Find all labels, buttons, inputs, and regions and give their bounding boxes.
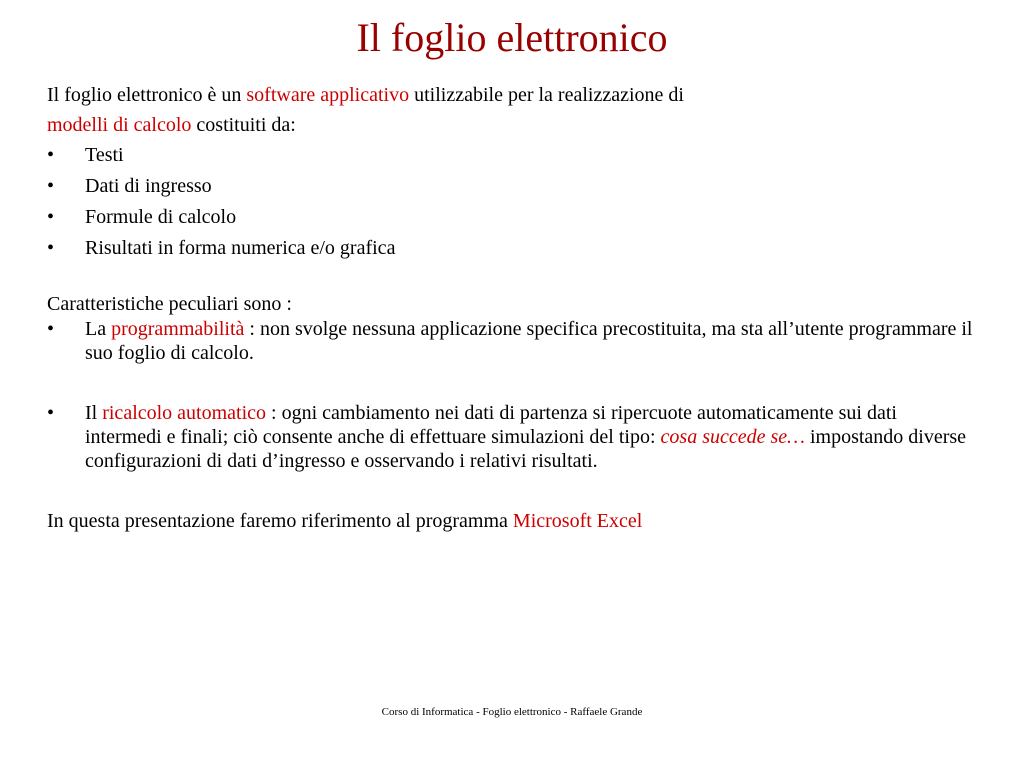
outro-highlight-excel: Microsoft Excel — [512, 510, 643, 532]
feature-highlight-programmabilita: programmabilità — [111, 318, 245, 340]
feature-pre: Il — [85, 402, 103, 424]
intro-text-3: costituiti da: — [191, 114, 296, 136]
list-item — [47, 233, 977, 264]
bullet-icon: • — [47, 144, 55, 166]
bullet-icon: • — [47, 175, 55, 197]
intro-text-1: Il foglio elettronico è un — [47, 84, 247, 106]
feature-pre: La — [85, 318, 112, 340]
bullet-icon: • — [47, 318, 55, 340]
features-heading: Caratteristiche peculiari sono : — [47, 293, 292, 315]
slide-footer: Corso di Informatica - Foglio elettronico - Raffaele Grande — [381, 706, 643, 718]
bullet-icon: • — [47, 206, 55, 228]
feature-highlight-ricalcolo: ricalcolo automatico — [102, 402, 267, 424]
component-label: Formule di calcolo — [85, 206, 237, 228]
bullet-icon: • — [47, 402, 55, 424]
list-item — [47, 171, 977, 202]
list-item — [47, 202, 977, 233]
component-label: Dati di ingresso — [85, 175, 212, 197]
list-item — [47, 401, 977, 473]
feature-emphasis: cosa succede se… — [660, 426, 805, 448]
bullet-icon: • — [47, 237, 55, 259]
outro-paragraph — [47, 508, 977, 534]
component-label: Risultati in forma numerica e/o grafica — [85, 237, 396, 259]
slide-title: Il foglio elettronico — [356, 15, 668, 60]
feature-text: : non svolge nessuna applicazione specifica precostituita, ma sta all’utente programmare il suo foglio di calcolo. — [85, 318, 973, 364]
feature-text: : ogni cambiamento nei dati di partenza si ripercuote automaticamente sui dati intermedi e finali; ciò consente anche di effettuare simulazioni del tipo: — [85, 402, 897, 448]
features-list — [47, 317, 977, 473]
components-list — [47, 140, 977, 264]
slide-body — [47, 80, 977, 534]
outro-text: In questa presentazione faremo riferimento al programma — [47, 510, 513, 532]
list-item — [47, 317, 977, 365]
intro-paragraph — [47, 80, 977, 140]
feature-text-2: impostando diverse configurazioni di dati d’ingresso e osservando i relativi risultati. — [85, 426, 967, 472]
list-item — [47, 140, 977, 171]
intro-text-2: utilizzabile per la realizzazione di — [409, 84, 684, 106]
intro-highlight-modelli: modelli di calcolo — [47, 114, 192, 136]
component-label: Testi — [85, 144, 124, 166]
intro-highlight-software: software applicativo — [246, 84, 410, 106]
